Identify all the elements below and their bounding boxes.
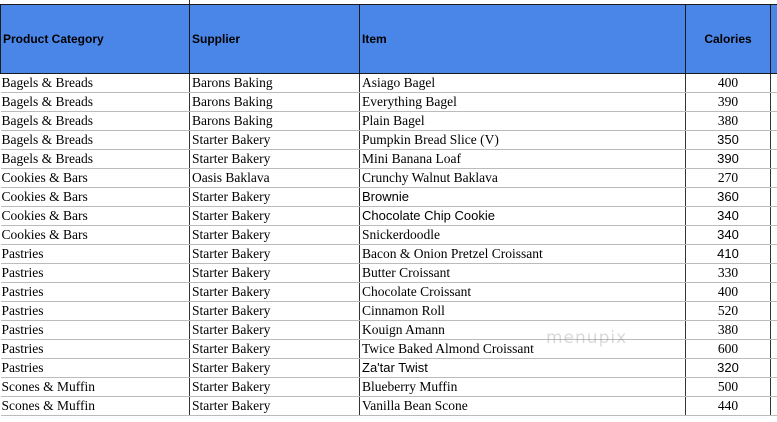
cell-supplier[interactable]: Starter Bakery xyxy=(190,378,360,397)
cell-calories[interactable]: 270 xyxy=(686,169,771,188)
cell-item[interactable]: Snickerdoodle xyxy=(360,226,686,245)
cell-calories[interactable]: 350 xyxy=(686,131,771,150)
table-row[interactable] xyxy=(1,245,777,264)
cell-extra[interactable] xyxy=(771,112,777,131)
table-row[interactable] xyxy=(1,283,777,302)
cell-extra[interactable] xyxy=(771,245,777,264)
cell-extra[interactable] xyxy=(771,397,777,416)
cell-category[interactable]: Pastries xyxy=(1,302,190,321)
cell-extra[interactable] xyxy=(771,378,777,397)
cell-item[interactable]: Blueberry Muffin xyxy=(360,378,686,397)
table-row[interactable] xyxy=(1,169,777,188)
table-body xyxy=(1,74,777,416)
table-row[interactable] xyxy=(1,150,777,169)
table-row[interactable] xyxy=(1,131,777,150)
cell-calories[interactable]: 500 xyxy=(686,378,771,397)
cell-category[interactable]: Scones & Muffin xyxy=(1,397,190,416)
cell-supplier[interactable]: Starter Bakery xyxy=(190,397,360,416)
cell-calories[interactable]: 340 xyxy=(686,226,771,245)
header-calories[interactable]: Calories xyxy=(686,5,771,74)
table-header xyxy=(1,5,777,74)
watermark: menupix xyxy=(546,328,628,348)
cell-calories[interactable]: 410 xyxy=(686,245,771,264)
table-row[interactable] xyxy=(1,207,777,226)
cell-extra[interactable] xyxy=(771,131,777,150)
cell-calories[interactable]: 400 xyxy=(686,283,771,302)
cell-category[interactable]: Cookies & Bars xyxy=(1,226,190,245)
cell-extra[interactable] xyxy=(771,283,777,302)
cell-supplier[interactable]: Barons Baking xyxy=(190,74,360,93)
cell-supplier[interactable]: Starter Bakery xyxy=(190,150,360,169)
cell-calories[interactable]: 390 xyxy=(686,150,771,169)
cell-extra[interactable] xyxy=(771,321,777,340)
cell-category[interactable]: Bagels & Breads xyxy=(1,150,190,169)
table-row[interactable] xyxy=(1,226,777,245)
cell-category[interactable]: Pastries xyxy=(1,321,190,340)
table-row[interactable] xyxy=(1,397,777,416)
cell-item[interactable]: Plain Bagel xyxy=(360,112,686,131)
cell-extra[interactable] xyxy=(771,169,777,188)
header-product-category[interactable]: Product Category xyxy=(1,5,190,74)
cell-calories[interactable]: 520 xyxy=(686,302,771,321)
cell-category[interactable]: Bagels & Breads xyxy=(1,131,190,150)
header-item[interactable]: Item xyxy=(360,5,686,74)
cell-item[interactable]: Brownie xyxy=(360,188,686,207)
cell-category[interactable]: Pastries xyxy=(1,264,190,283)
cell-supplier[interactable]: Starter Bakery xyxy=(190,321,360,340)
cell-supplier[interactable]: Barons Baking xyxy=(190,93,360,112)
cell-supplier[interactable]: Starter Bakery xyxy=(190,207,360,226)
cell-category[interactable]: Bagels & Breads xyxy=(1,93,190,112)
table-row[interactable] xyxy=(1,359,777,378)
cell-supplier[interactable]: Starter Bakery xyxy=(190,359,360,378)
cell-item[interactable]: Kouign Amann xyxy=(360,321,686,340)
table-row[interactable] xyxy=(1,340,777,359)
cell-item[interactable]: Chocolate Croissant xyxy=(360,283,686,302)
cell-item[interactable]: Twice Baked Almond Croissant xyxy=(360,340,686,359)
cell-calories[interactable]: 390 xyxy=(686,93,771,112)
table-row[interactable] xyxy=(1,112,777,131)
cell-item[interactable]: Bacon & Onion Pretzel Croissant xyxy=(360,245,686,264)
cell-category[interactable]: Pastries xyxy=(1,340,190,359)
cell-item[interactable]: Vanilla Bean Scone xyxy=(360,397,686,416)
cell-extra[interactable] xyxy=(771,74,777,93)
cell-calories[interactable]: 320 xyxy=(686,359,771,378)
cell-supplier[interactable]: Starter Bakery xyxy=(190,131,360,150)
cell-item[interactable]: Crunchy Walnut Baklava xyxy=(360,169,686,188)
cell-calories[interactable]: 340 xyxy=(686,207,771,226)
cell-supplier[interactable]: Starter Bakery xyxy=(190,264,360,283)
cell-extra[interactable] xyxy=(771,302,777,321)
table-row[interactable] xyxy=(1,264,777,283)
cell-category[interactable]: Bagels & Breads xyxy=(1,74,190,93)
cell-category[interactable]: Pastries xyxy=(1,283,190,302)
cell-item[interactable]: Pumpkin Bread Slice (V) xyxy=(360,131,686,150)
cell-category[interactable]: Pastries xyxy=(1,359,190,378)
cell-item[interactable]: Cinnamon Roll xyxy=(360,302,686,321)
cell-calories[interactable]: 600 xyxy=(686,340,771,359)
cell-calories[interactable]: 380 xyxy=(686,112,771,131)
cell-category[interactable]: Cookies & Bars xyxy=(1,169,190,188)
header-supplier[interactable]: Supplier xyxy=(190,5,360,74)
header-row xyxy=(1,5,777,74)
cell-extra[interactable] xyxy=(771,264,777,283)
cell-category[interactable]: Pastries xyxy=(1,245,190,264)
cell-item[interactable]: Everything Bagel xyxy=(360,93,686,112)
table-row[interactable] xyxy=(1,93,777,112)
cell-calories[interactable]: 330 xyxy=(686,264,771,283)
cell-item[interactable]: Za'tar Twist xyxy=(360,359,686,378)
cell-item[interactable]: Mini Banana Loaf xyxy=(360,150,686,169)
cell-category[interactable]: Cookies & Bars xyxy=(1,207,190,226)
cell-calories[interactable]: 380 xyxy=(686,321,771,340)
table-row[interactable] xyxy=(1,302,777,321)
cell-supplier[interactable]: Starter Bakery xyxy=(190,245,360,264)
cell-category[interactable]: Scones & Muffin xyxy=(1,378,190,397)
cell-item[interactable]: Asiago Bagel xyxy=(360,74,686,93)
cell-supplier[interactable]: Starter Bakery xyxy=(190,302,360,321)
cell-supplier[interactable]: Starter Bakery xyxy=(190,226,360,245)
table-row[interactable] xyxy=(1,74,777,93)
cell-extra[interactable] xyxy=(771,150,777,169)
cell-supplier[interactable]: Starter Bakery xyxy=(190,283,360,302)
cell-extra[interactable] xyxy=(771,188,777,207)
cell-supplier[interactable]: Starter Bakery xyxy=(190,340,360,359)
cell-calories[interactable]: 440 xyxy=(686,397,771,416)
table-row[interactable] xyxy=(1,378,777,397)
cell-supplier[interactable]: Oasis Baklava xyxy=(190,169,360,188)
cell-extra[interactable] xyxy=(771,226,777,245)
cell-supplier[interactable]: Starter Bakery xyxy=(190,188,360,207)
cell-calories[interactable]: 400 xyxy=(686,74,771,93)
table-row[interactable] xyxy=(1,188,777,207)
menu-table xyxy=(0,4,777,416)
cell-supplier[interactable]: Barons Baking xyxy=(190,112,360,131)
cell-item[interactable]: Chocolate Chip Cookie xyxy=(360,207,686,226)
header-extra[interactable] xyxy=(771,5,777,74)
cell-extra[interactable] xyxy=(771,207,777,226)
cell-calories[interactable]: 360 xyxy=(686,188,771,207)
cell-category[interactable]: Bagels & Breads xyxy=(1,112,190,131)
cell-extra[interactable] xyxy=(771,340,777,359)
cell-item[interactable]: Butter Croissant xyxy=(360,264,686,283)
table-row[interactable] xyxy=(1,321,777,340)
cell-extra[interactable] xyxy=(771,93,777,112)
cell-extra[interactable] xyxy=(771,359,777,378)
cell-category[interactable]: Cookies & Bars xyxy=(1,188,190,207)
